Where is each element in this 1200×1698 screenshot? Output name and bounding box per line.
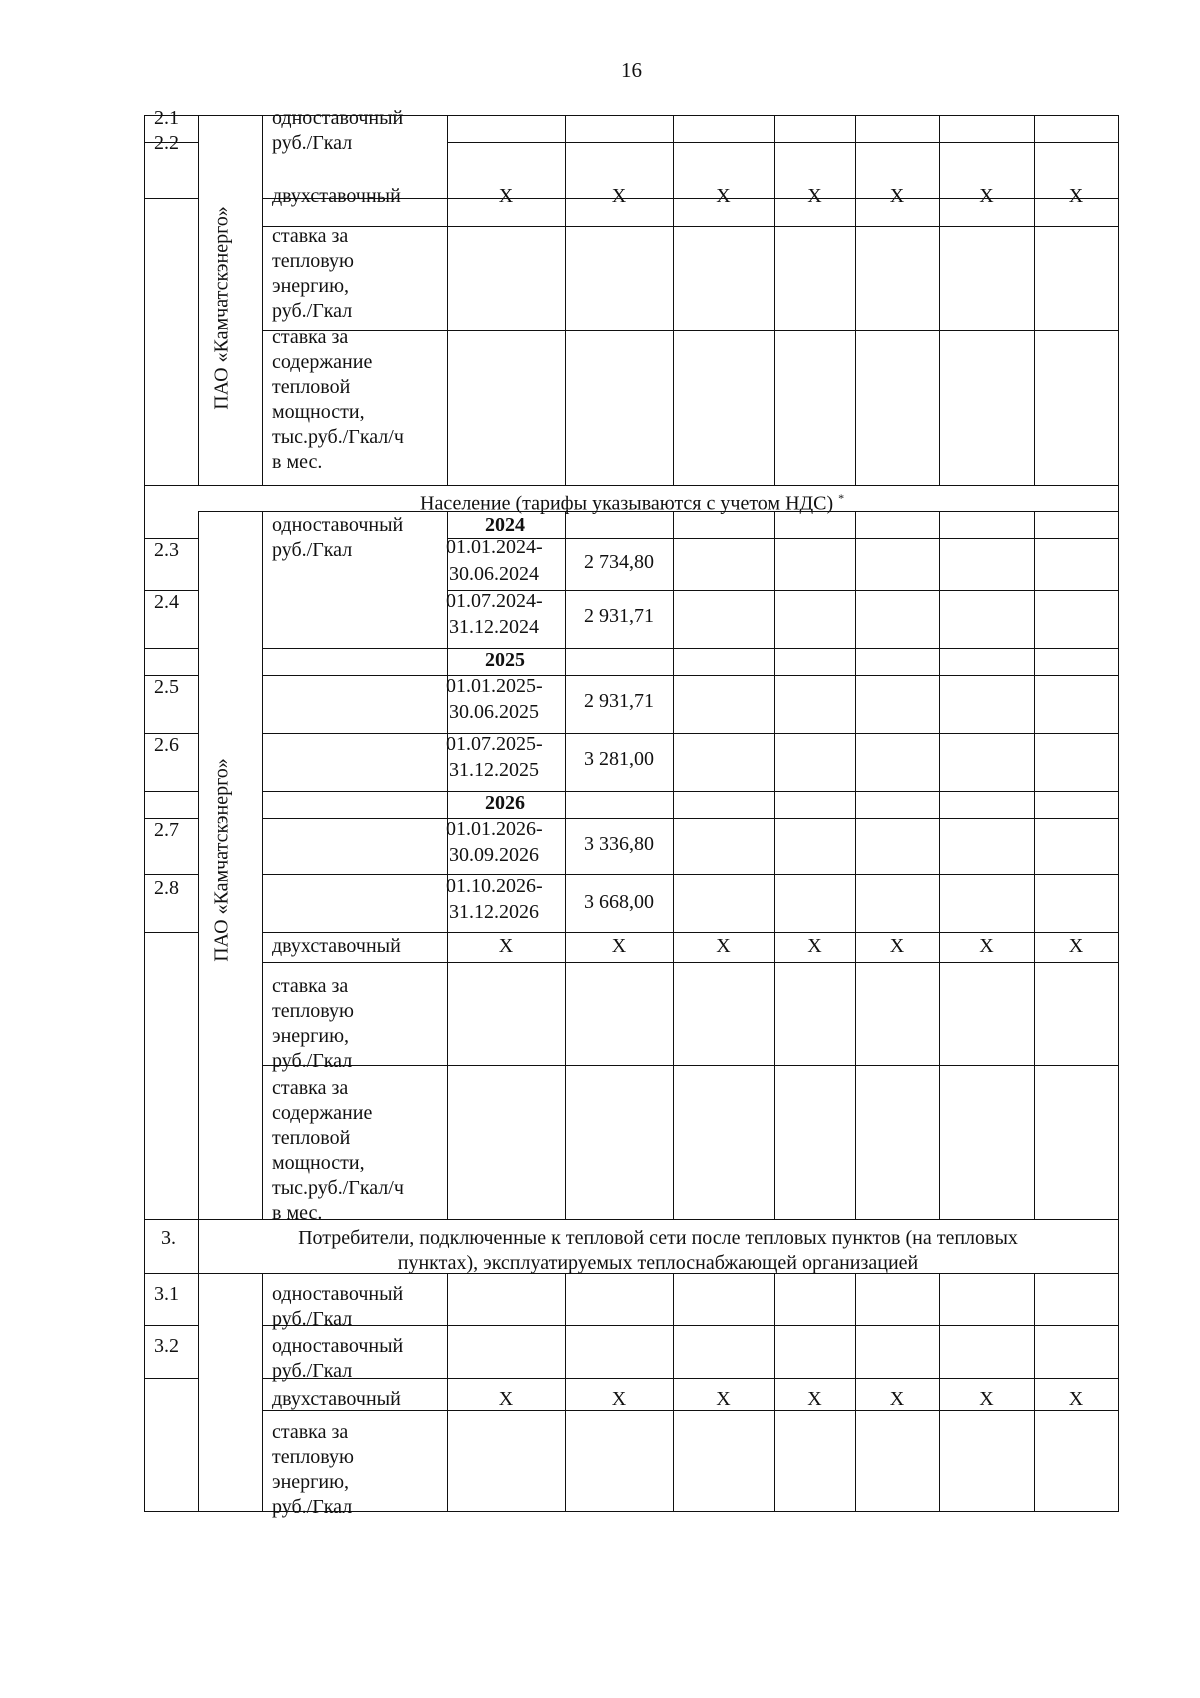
- row-number: 2.3: [154, 539, 179, 561]
- x-marker: X: [979, 935, 994, 957]
- table-rule: [144, 932, 199, 933]
- heat-rate-label: тепловую: [272, 1446, 355, 1468]
- capacity-rate-label: тепловой: [272, 1127, 351, 1149]
- x-marker: X: [498, 1388, 514, 1410]
- heat-rate-label: ставка за: [272, 1421, 349, 1443]
- capacity-rate-label: в мес.: [272, 1202, 323, 1224]
- one-rate-label: одноставочный: [272, 1283, 404, 1305]
- x-marker: X: [889, 1388, 905, 1410]
- section-number: 3.: [161, 1227, 176, 1249]
- table-rule: [447, 590, 1119, 591]
- x-marker: X: [611, 935, 627, 957]
- table-rule: [262, 511, 263, 1220]
- row-number: 2.2: [154, 132, 179, 154]
- table-rule: [144, 1325, 199, 1326]
- x-marker: X: [1068, 1388, 1084, 1410]
- table-rule: [1034, 115, 1035, 486]
- table-rule: [673, 511, 674, 1220]
- period-start: 01.01.2025-: [446, 675, 543, 697]
- heat-rate-label: руб./Гкал: [272, 1496, 353, 1518]
- one-rate-label: одноставочный: [272, 1335, 404, 1357]
- row-number: 2.6: [154, 734, 179, 756]
- capacity-rate-label: мощности,: [272, 401, 365, 423]
- table-rule: [1118, 115, 1119, 1512]
- table-rule: [144, 115, 145, 1512]
- x-marker: X: [1068, 185, 1084, 207]
- table-rule: [774, 511, 775, 1220]
- x-marker: X: [1068, 935, 1084, 957]
- tariff-value: 3 281,00: [584, 748, 654, 770]
- table-rule: [198, 1273, 199, 1512]
- row-number: 2.5: [154, 676, 179, 698]
- table-rule: [565, 115, 566, 486]
- unit-label: руб./Гкал: [272, 1360, 353, 1382]
- tariff-value: 2 931,71: [584, 690, 654, 712]
- x-marker: X: [807, 1388, 822, 1410]
- table-rule: [262, 226, 1119, 227]
- x-marker: X: [611, 1388, 627, 1410]
- table-rule: [262, 675, 1119, 676]
- x-marker: X: [716, 185, 731, 207]
- table-rule: [939, 115, 940, 486]
- x-marker: X: [498, 185, 514, 207]
- x-marker: X: [979, 185, 994, 207]
- row-number: 2.8: [154, 877, 179, 899]
- row-number: 3.2: [154, 1335, 179, 1357]
- unit-label: руб./Гкал: [272, 539, 353, 561]
- section-title-line: пунктах), эксплуатируемых теплоснабжающей организацией: [397, 1252, 919, 1274]
- company-name: ПАО «Камчатскэнерго»: [210, 206, 233, 410]
- capacity-rate-label: в мес.: [272, 451, 323, 473]
- unit-label: руб./Гкал: [272, 132, 353, 154]
- heat-rate-label: тепловую: [272, 250, 355, 272]
- one-rate-label: одноставочный: [272, 107, 404, 129]
- x-marker: X: [807, 935, 822, 957]
- unit-label: руб./Гкал: [272, 1308, 353, 1330]
- table-rule: [144, 198, 199, 199]
- heat-rate-label: энергию,: [272, 1025, 350, 1047]
- period-end: 31.12.2024: [449, 616, 539, 638]
- table-rule: [774, 115, 775, 486]
- row-number: 2.4: [154, 591, 179, 613]
- x-marker: X: [889, 185, 905, 207]
- two-rate-label: двухставочный: [272, 185, 401, 207]
- heat-rate-label: руб./Гкал: [272, 300, 353, 322]
- one-rate-label: одноставочный: [272, 514, 404, 536]
- table-rule: [262, 330, 1119, 331]
- company-name: ПАО «Камчатскэнерго»: [210, 758, 233, 962]
- table-rule: [144, 1378, 199, 1379]
- x-marker: X: [807, 185, 822, 207]
- capacity-rate-label: тыс.руб./Гкал/ч: [272, 1177, 404, 1199]
- capacity-rate-label: мощности,: [272, 1152, 365, 1174]
- two-rate-label: двухставочный: [272, 1388, 401, 1410]
- table-rule: [855, 115, 856, 486]
- heat-rate-label: руб./Гкал: [272, 1050, 353, 1072]
- table-rule: [1034, 511, 1035, 1220]
- x-marker: X: [889, 935, 905, 957]
- year-heading: 2026: [485, 792, 525, 814]
- table-rule: [262, 1273, 263, 1512]
- tariff-value: 3 336,80: [584, 833, 654, 855]
- period-end: 31.12.2025: [449, 759, 539, 781]
- period-start: 01.01.2024-: [446, 536, 543, 558]
- year-heading: 2025: [485, 649, 525, 671]
- heat-rate-label: ставка за: [272, 975, 349, 997]
- table-rule: [262, 962, 1119, 963]
- table-rule: [262, 733, 1119, 734]
- table-rule: [262, 1378, 1119, 1379]
- capacity-rate-label: тепловой: [272, 376, 351, 398]
- period-start: 01.10.2026-: [446, 875, 543, 897]
- table-rule: [673, 115, 674, 486]
- tariff-value: 2 734,80: [584, 551, 654, 573]
- row-number: 2.1: [154, 107, 179, 129]
- x-marker: X: [979, 1388, 994, 1410]
- heat-rate-label: тепловую: [272, 1000, 355, 1022]
- table-rule: [262, 1325, 1119, 1326]
- table-rule: [939, 511, 940, 1220]
- capacity-rate-label: ставка за: [272, 1077, 349, 1099]
- table-rule: [262, 874, 1119, 875]
- x-marker: X: [498, 935, 514, 957]
- period-end: 30.06.2024: [449, 563, 539, 585]
- section-title-line: Потребители, подключенные к тепловой сети после тепловых пунктов (на тепловых: [298, 1227, 1018, 1249]
- table-rule: [144, 648, 199, 649]
- table-rule: [262, 648, 1119, 649]
- page-number: 16: [621, 58, 642, 82]
- table-rule: [855, 511, 856, 1220]
- capacity-rate-label: содержание: [272, 351, 373, 373]
- heat-rate-label: энергию,: [272, 1471, 350, 1493]
- section-population-text: Население (тарифы указываются с учетом НДС): [420, 492, 834, 515]
- period-start: 01.07.2024-: [446, 590, 543, 612]
- row-number: 3.1: [154, 1283, 179, 1305]
- period-end: 30.06.2025: [449, 701, 539, 723]
- period-start: 01.01.2026-: [446, 818, 543, 840]
- table-rule: [262, 818, 1119, 819]
- period-start: 01.07.2025-: [446, 733, 543, 755]
- footnote-mark: *: [838, 491, 845, 505]
- period-end: 30.09.2026: [449, 844, 539, 866]
- heat-rate-label: ставка за: [272, 225, 349, 247]
- period-end: 31.12.2026: [449, 901, 539, 923]
- x-marker: X: [716, 935, 731, 957]
- x-marker: X: [716, 1388, 731, 1410]
- table-rule: [262, 1065, 1119, 1066]
- heat-rate-label: энергию,: [272, 275, 350, 297]
- year-heading: 2024: [485, 514, 525, 536]
- table-rule: [447, 142, 1119, 143]
- x-marker: X: [611, 185, 627, 207]
- tariff-value: 3 668,00: [584, 891, 654, 913]
- table-rule: [262, 115, 263, 486]
- table-rule: [144, 791, 199, 792]
- table-rule: [447, 115, 448, 486]
- table-rule: [198, 511, 199, 1220]
- table-rule: [262, 791, 1119, 792]
- capacity-rate-label: тыс.руб./Гкал/ч: [272, 426, 404, 448]
- capacity-rate-label: содержание: [272, 1102, 373, 1124]
- capacity-rate-label: ставка за: [272, 326, 349, 348]
- two-rate-label: двухставочный: [272, 935, 401, 957]
- tariff-value: 2 931,71: [584, 605, 654, 627]
- row-number: 2.7: [154, 819, 179, 841]
- table-rule: [447, 538, 1119, 539]
- table-rule: [198, 115, 199, 486]
